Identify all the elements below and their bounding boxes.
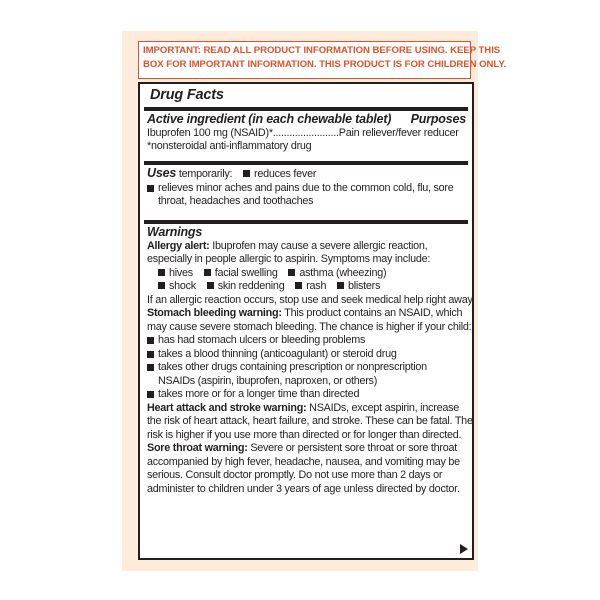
stomach-item-4-row [147,388,466,402]
heart-line-3: risk is higher if you use more than directed or for longer than directed. [147,428,462,441]
bullet-icon [295,282,302,289]
uses-heading-line [147,167,466,182]
warnings-section [147,225,475,496]
stomach-item-3-row [147,361,466,388]
purposes-heading: Purposes [410,112,466,126]
symptoms-row-1 [147,267,466,281]
heart-label: Heart attack and stroke warning: [147,401,307,414]
allergy-line-1 [147,240,466,254]
allergy-label: Allergy alert: [147,239,210,252]
stomach-item-2-row [147,348,466,362]
bullet-icon [147,364,154,371]
active-rule [144,161,468,165]
heart-line-1 [147,402,466,416]
active-heading-row [147,113,466,127]
throat-line-4: administer to children under 3 years of age unless directed by doctor. [147,482,460,495]
uses-section [147,167,466,209]
active-ingredient-heading: Active ingredient (in each chewable tablet) [147,112,392,126]
symptom-blisters: blisters [347,280,381,292]
uses-intro: temporarily: [176,168,233,180]
throat-text-1: Severe or persistent sore throat or sore throat [247,442,458,454]
banner-line-2: BOX FOR IMPORTANT INFORMATION. THIS PRODUCT IS FOR CHILDREN ONLY. [143,59,507,70]
symptom-rash: rash [306,280,327,292]
bullet-icon [147,185,154,192]
bullet-icon [288,269,295,276]
uses-item-2-row [147,182,466,209]
bullet-icon [207,282,214,289]
bullet-icon [204,269,211,276]
banner-line-1: IMPORTANT: READ ALL PRODUCT INFORMATION BEFORE USING. KEEP THIS [143,45,501,56]
uses-rule [144,220,468,224]
allergy-text-1: Ibuprofen may cause a severe allergic reaction, [209,239,428,252]
bullet-icon [243,170,250,177]
uses-item-2-cont: throat, headaches and toothaches [158,195,314,207]
stomach-item-1: has had stomach ulcers or bleeding problems [158,334,366,346]
throat-label: Sore throat warning: [147,442,248,454]
throat-line-1 [147,442,466,456]
symptom-facial-swelling: facial swelling [214,266,278,279]
stomach-label: Stomach bleeding warning: [147,307,282,319]
throat-line-3: serious. Consult doctor promptly. Do not use more than 2 days or [147,469,443,481]
title-rule [144,107,468,111]
bullet-icon [147,351,154,358]
bullet-icon [158,282,165,289]
uses-item-1: reduces fever [254,168,317,180]
drug-facts-title: Drug Facts [150,87,224,103]
symptom-hives: hives [169,266,193,279]
stomach-text-1: This product contains an NSAID, which [281,307,463,319]
heart-line-2: the risk of heart attack, heart failure, and stroke. These can be fatal. The [147,415,473,427]
important-banner [138,41,507,79]
stomach-item-4: takes more or for a longer time than directed [158,388,360,400]
drug-facts-panel [138,82,474,560]
ingredient-line: Ibuprofen 100 mg (NSAID)*........................Pain reliever/fever reducer [147,126,459,139]
stomach-item-2: takes a blood thinning (anticoagulant) or steroid drug [158,347,397,360]
stomach-line-2: may cause severe stomach bleeding. The chance is higher if your child: [147,320,472,333]
uses-heading: Uses [147,166,177,180]
bullet-icon [337,282,344,289]
warnings-heading: Warnings [147,225,203,239]
bullet-icon [158,269,165,276]
active-ingredient-section [147,113,466,154]
stomach-item-3-cont: NSAIDs (aspirin, ibuprofen, naproxen, or others) [158,374,378,387]
allergy-line-2: especially in people allergic to aspirin. Symptoms may include: [147,253,431,265]
continue-arrow-icon [460,544,468,554]
symptom-asthma: asthma (wheezing) [299,266,387,279]
symptom-shock: shock [169,280,196,292]
uses-item-2: relieves minor aches and pains due to the common cold, flu, sore [158,181,454,194]
stomach-line-1 [147,307,466,321]
throat-line-2: accompanied by high fever, headache, nausea, and vomiting may be [147,455,460,468]
heart-text-1: NSAIDs, except aspirin, increase [306,401,459,414]
allergy-after: If an allergic reaction occurs, stop use and seek medical help right away. [147,293,475,306]
stomach-item-3: takes other drugs containing prescription or nonprescription [158,361,427,373]
bullet-icon [147,391,154,398]
stomach-item-1-row [147,334,466,348]
ingredient-footnote: *nonsteroidal anti-inflammatory drug [147,140,312,152]
symptom-skin-reddening: skin reddening [217,280,285,292]
symptoms-row-2 [147,280,466,294]
bullet-icon [147,337,154,344]
